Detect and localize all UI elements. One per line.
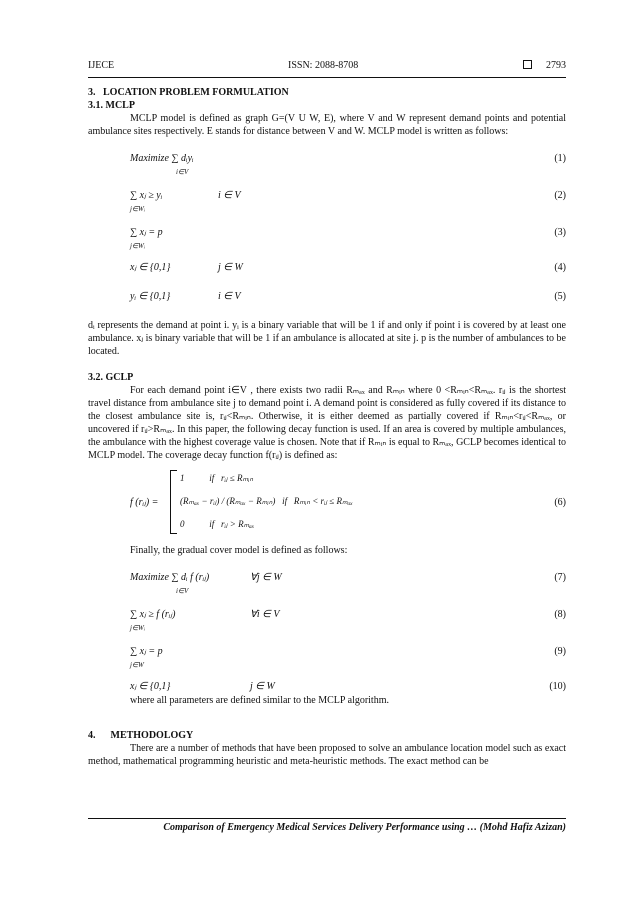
equation-4-number: (4) xyxy=(554,262,566,273)
equation-1-subscript: i∈V xyxy=(176,168,189,176)
equation-2 xyxy=(130,183,566,213)
equation-2-subscript: j∈Wᵢ xyxy=(130,205,145,213)
issn: ISSN: 2088-8708 xyxy=(288,60,359,71)
equation-6-case-1: 1 if rᵢⱼ ≤ Rₘᵢₙ xyxy=(180,473,254,483)
equation-10-number: (10) xyxy=(549,681,566,692)
equation-6-case-3: 0 if rᵢⱼ > Rₘₐₓ xyxy=(180,519,255,529)
equation-6-lhs: f (rᵢⱼ) = xyxy=(130,497,159,508)
equation-7 xyxy=(130,565,566,595)
equation-8-subscript: j∈Wᵢ xyxy=(130,624,145,632)
page-number: 2793 xyxy=(546,60,566,71)
running-header xyxy=(88,60,566,74)
equation-4 xyxy=(130,255,566,282)
equation-1-number: (1) xyxy=(554,153,566,164)
equation-7-number: (7) xyxy=(554,572,566,583)
subsection-3-1-heading: 3.1. MCLP xyxy=(88,100,135,111)
equation-8-body: ∑ xⱼ ≥ f (rᵢⱼ) xyxy=(130,609,176,620)
equation-4-condition: j ∈ W xyxy=(218,262,243,273)
journal-name: IJECE xyxy=(88,60,115,71)
variables-paragraph: dᵢ represents the demand at point i. yᵢ is a binary variable that will be 1 if and only if point i is covered by at least one ambulance. xⱼ is binary variable that will be 1 if an ambulance is allocated at site j. p is the number of ambulances to be located. xyxy=(88,320,566,357)
equation-3-number: (3) xyxy=(554,227,566,238)
equation-9 xyxy=(130,639,566,669)
body-text xyxy=(88,86,566,768)
equation-1-body: Maximize ∑ dᵢyᵢ xyxy=(130,153,194,164)
page-number-group xyxy=(523,60,566,71)
equation-2-number: (2) xyxy=(554,190,566,201)
header-rule xyxy=(88,77,566,78)
subsection-3-2-heading: 3.2. GCLP xyxy=(88,372,134,383)
equation-6 xyxy=(88,468,566,538)
equation-7-body: Maximize ∑ dᵢ f (rᵢⱼ) xyxy=(130,572,210,583)
equation-8-condition: ∀i ∈ V xyxy=(250,609,280,620)
parameters-note: where all parameters are defined similar to the MCLP algorithm. xyxy=(130,695,389,706)
equation-10 xyxy=(130,674,566,694)
equation-5-condition: i ∈ V xyxy=(218,291,241,302)
equation-10-condition: j ∈ W xyxy=(250,681,275,692)
equation-4-body: xⱼ ∈ {0,1} xyxy=(130,262,171,273)
section-4-heading: 4. METHODOLOGY xyxy=(88,730,194,741)
equation-3-body: ∑ xⱼ = p xyxy=(130,227,163,238)
equation-3 xyxy=(130,220,566,250)
equation-9-body: ∑ xⱼ = p xyxy=(130,646,163,657)
equation-5-body: yᵢ ∈ {0,1} xyxy=(130,291,171,302)
equation-7-condition: ∀j ∈ W xyxy=(250,572,282,583)
gclp-paragraph: For each demand point i∈V , there exists two radii Rₘₐₓ and Rₘᵢₙ where 0 <Rₘᵢₙ<Rₘₐₓ. rᵢⱼ is the shortest travel distance from ambulance site j to demand point i. A demand point is considered as fully covered if its distance to the closest ambulance site is, rᵢⱼ<Rₘᵢₙ. Otherwise, it is either deemed as partially covered if Rₘᵢₙ<rᵢⱼ<Rₘₐₓ, or uncovered if rᵢⱼ>Rₘₐₓ. In this paper, the following decay function is used. If an area is covered by multiple ambulances, the ambulance with the highest coverage value is chosen. Note that if Rₘᵢₙ is equal to Rₘₐₓ, GCLP becomes identical to MCLP model. The coverage decay function f(rᵢⱼ) is defined as: xyxy=(88,385,566,461)
equation-3-subscript: j∈Wᵢ xyxy=(130,242,145,250)
footer-rule xyxy=(88,818,566,819)
equation-8-number: (8) xyxy=(554,609,566,620)
gradual-cover-intro: Finally, the gradual cover model is defined as follows: xyxy=(130,545,348,556)
checkbox-icon xyxy=(523,60,532,69)
equation-9-subscript: j∈W xyxy=(130,661,144,669)
equation-6-number: (6) xyxy=(554,497,566,508)
running-footer: Comparison of Emergency Medical Services Delivery Performance using … (Mohd Hafiz Azizan) xyxy=(163,822,566,833)
equation-7-subscript: i∈V xyxy=(176,587,189,595)
equation-10-body: xⱼ ∈ {0,1} xyxy=(130,681,171,692)
equation-2-condition: i ∈ V xyxy=(218,190,241,201)
left-brace xyxy=(170,470,177,534)
equation-9-number: (9) xyxy=(554,646,566,657)
equation-6-case-2: (Rₘₐₓ − rᵢⱼ) / (Rₘₐₓ − Rₘᵢₙ) if Rₘᵢₙ < rᵢⱼ ≤ Rₘₐₓ xyxy=(180,496,353,506)
equation-2-body: ∑ xⱼ ≥ yᵢ xyxy=(130,190,163,201)
equation-5 xyxy=(130,284,566,311)
equation-1 xyxy=(130,146,566,176)
section-3-heading: 3. LOCATION PROBLEM FORMULATION xyxy=(88,87,289,98)
methodology-paragraph: There are a number of methods that have been proposed to solve an ambulance location model such as exact method, mathematical programming heuristic and meta-heuristic methods. The exact method can be xyxy=(88,743,566,767)
equation-5-number: (5) xyxy=(554,291,566,302)
equation-8 xyxy=(130,602,566,632)
mclp-paragraph: MCLP model is defined as graph G=(V U W, E), where V and W represent demand points and potential ambulance sites respectively. E stands for distance between V and W. MCLP model is written as follows: xyxy=(88,113,566,137)
